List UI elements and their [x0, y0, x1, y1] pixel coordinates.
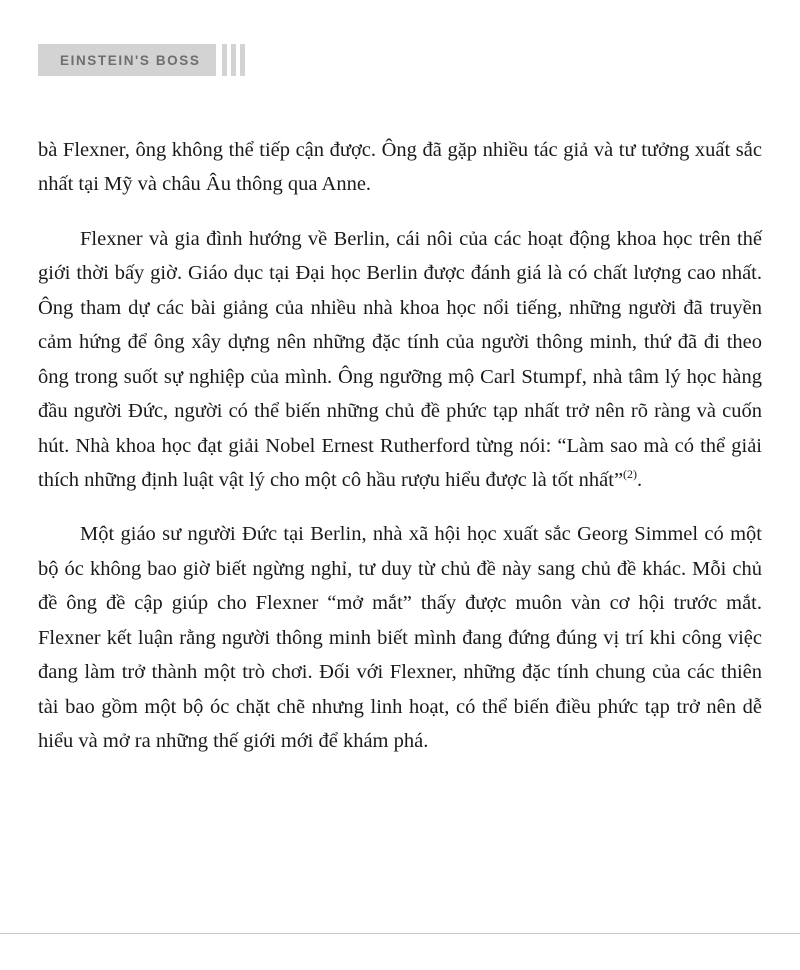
running-title-band [38, 44, 216, 76]
paragraph-text-tail: . [637, 468, 643, 491]
header-decor-bar [240, 44, 245, 76]
paragraph: Một giáo sư người Đức tại Berlin, nhà xã hội học xuất sắc Georg Simmel có một bộ óc không bao giờ biết ngừng nghỉ, tư duy từ chủ đề này sang chủ đề khác. Mỗi chủ đề ông đề cập giúp cho Flexner “mở mắt” thấy được muôn vàn cơ hội trước mắt. Flexner kết luận rằng người thông minh biết mình đang đứng đúng vị trí khi công việc đang làm trở thành một trò chơi. Đối với Flexner, những đặc tính chung của các thiên tài bao gồm một bộ óc chặt chẽ nhưng linh hoạt, có thể biến điều phức tạp trở nên dễ hiểu và mở ra những thế giới mới để khám phá. [38, 523, 762, 752]
header-decor-bar [231, 44, 236, 76]
paragraph [38, 222, 762, 498]
page-content [38, 133, 762, 764]
footer-divider [0, 933, 800, 934]
header-decor-bar [222, 44, 227, 76]
header-decor-bars-icon [222, 44, 245, 76]
paragraph-text: Flexner và gia đình hướng về Berlin, cái nôi của các hoạt động khoa học trên thế giới thời bấy giờ. Giáo dục tại Đại học Berlin được đánh giá là có chất lượng cao nhất. Ông tham dự các bài giảng của nhiều nhà khoa học nổi tiếng, những người đã truyền cảm hứng để ông xây dựng nên những đặc tính của người thông minh, thứ đã đi theo ông trong suốt sự nghiệp của mình. Ông ngưỡng mộ Carl Stumpf, nhà tâm lý học hàng đầu người Đức, người có thể biến những chủ đề phức tạp nhất trở nên rõ ràng và cuốn hút. Nhà khoa học đạt giải Nobel Ernest Rutherford từng nói: “Làm sao mà có thể giải thích những định luật vật lý cho một cô hầu rượu hiểu được là tốt nhất” [38, 227, 762, 491]
running-title: EINSTEIN'S BOSS [60, 52, 201, 68]
footnote-marker: (2) [623, 467, 638, 482]
page-header [38, 44, 245, 76]
paragraph: bà Flexner, ông không thể tiếp cận được. Ông đã gặp nhiều tác giả và tư tưởng xuất sắc nhất tại Mỹ và châu Âu thông qua Anne. [38, 139, 762, 196]
